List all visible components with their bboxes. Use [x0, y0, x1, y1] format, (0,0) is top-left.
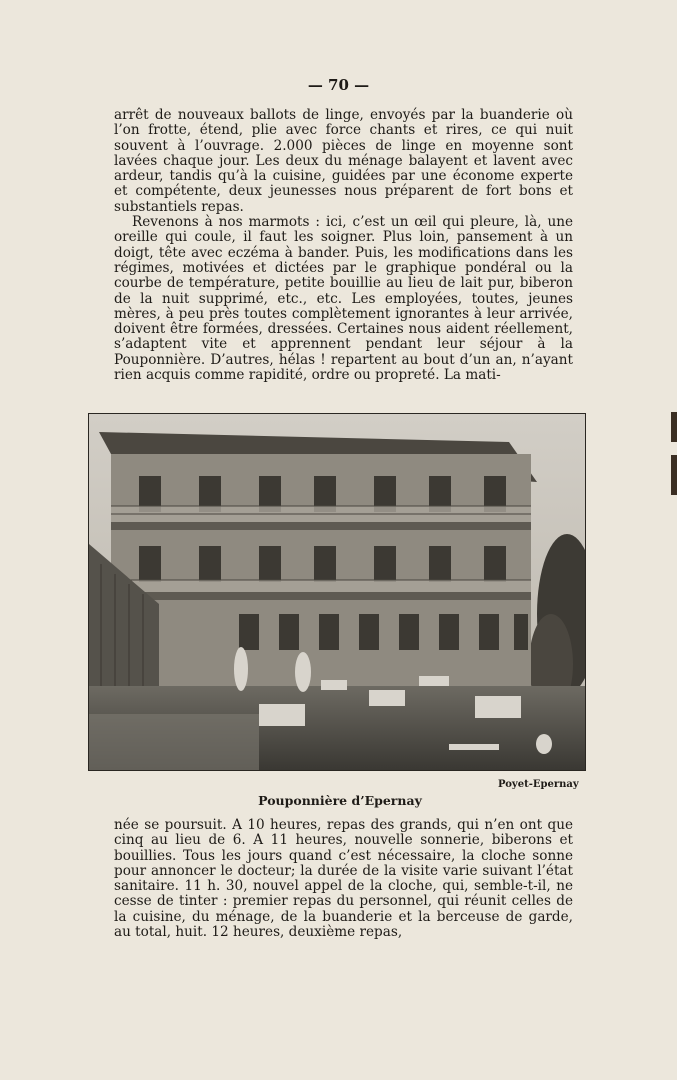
body-text-bottom	[114, 818, 573, 940]
paragraph: Revenons à nos marmots : ici, c’est un œil qui pleure, là, une oreille qui coule, il faut les soigner. Plus loin, pansement à un doigt, tête avec eczéma à bander. Puis, les modifications dans les régimes, motivées et dictées par le graphique pondéral ou la courbe de température, petite bouillie au lieu de lait pur, biberon de la nuit supprimé, etc., etc. Les employées, toutes, jeunes mères, à peu près toutes complètement ignorantes à leur arrivée, doivent être formées, dressées. Certaines nous aident réellement, s’adaptent vite et apprennent pendant leur séjour à la Pouponnière. D’autres, hélas ! repartent au bout d’un an, n’ayant rien acquis comme rapidité, ordre ou propreté. La mati-	[114, 214, 573, 384]
figure-caption: Pouponnière d’Epernay	[258, 793, 422, 808]
page-number: — 70 —	[307, 76, 370, 94]
page-edge-mark	[671, 412, 677, 442]
building-photograph	[88, 413, 586, 771]
page-edge-mark	[671, 455, 677, 495]
photo-credit: Poyet-Epernay	[498, 779, 579, 790]
paragraph: née se poursuit. A 10 heures, repas des grands, qui n’en ont que cinq au lieu de 6. A 11 heures, nouvelle sonnerie, biberons et bouillies. Tous les jours quand c’est nécessaire, la cloche sonne pour annoncer le docteur; la durée de la visite varie suivant l’état sanitaire. 11 h. 30, nouvel appel de la cloche, qui, semble-t-il, ne cesse de tinter : premier repas du personnel, qui réunit celles de la cuisine, du ménage, de la buanderie et la berceuse de garde, au total, huit. 12 heures, deuxième repas,	[114, 817, 573, 941]
paragraph: arrêt de nouveaux ballots de linge, envoyés par la buanderie où l’on frotte, étend, plie avec force chants et rires, ce qui nuit souvent à l’ouvrage. 2.000 pièces de linge en moyenne sont lavées chaque jour. Les deux du ménage balayent et lavent avec ardeur, tandis qu’à la cuisine, guidées par une économe experte et compétente, deux jeunesses nous préparent de fort bons et substantiels repas.	[114, 107, 573, 215]
body-text-top	[114, 108, 573, 383]
